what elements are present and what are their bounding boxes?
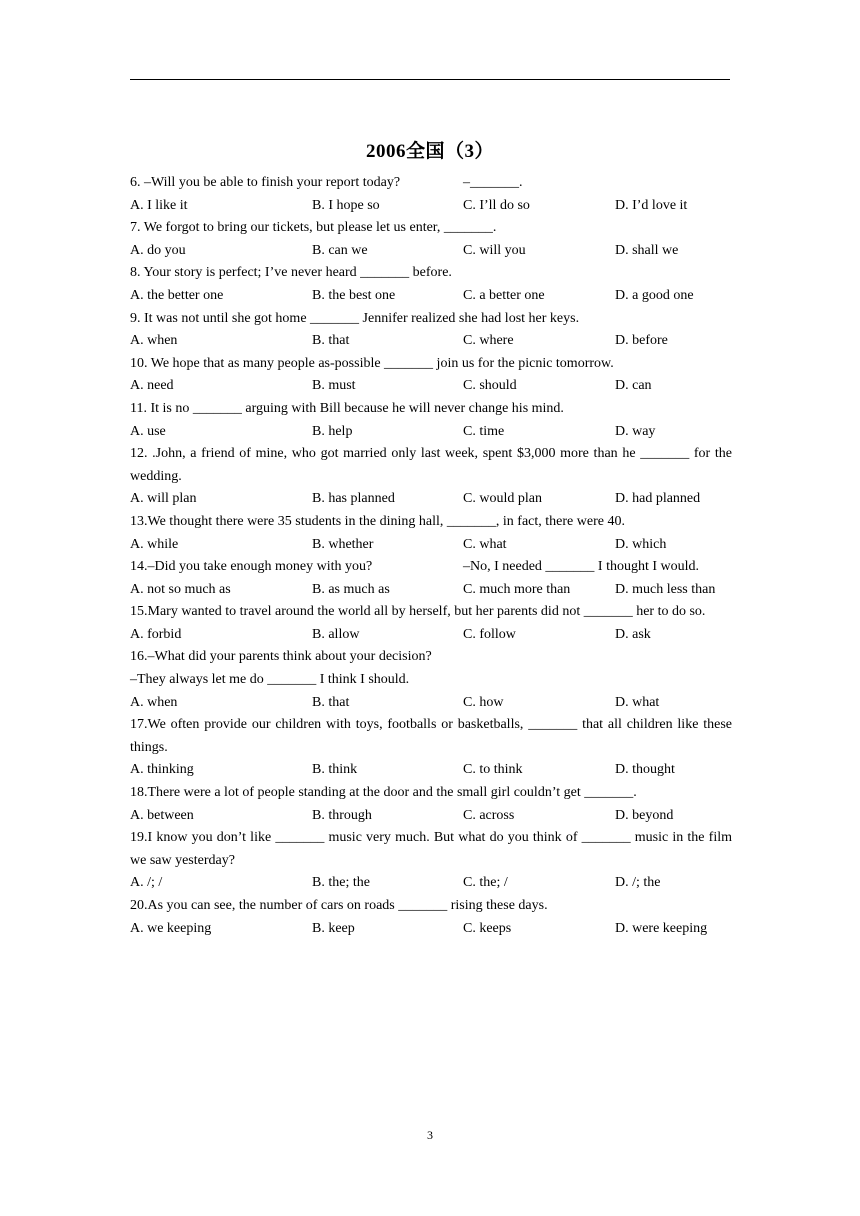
option-b: B. that <box>312 694 350 710</box>
question-text: 14.–Did you take enough money with you? <box>130 559 373 575</box>
option-d: D. had planned <box>615 491 701 507</box>
question-stem: 12. .John, a friend of mine, who got married only last week, spent $3,000 more than he _______ for the wedding. <box>130 446 732 484</box>
option-a: A. while <box>130 536 179 552</box>
option-a: A. thinking <box>130 762 194 778</box>
option-a: A. need <box>130 378 174 394</box>
option-c: C. would plan <box>463 491 542 507</box>
option-a: A. do you <box>130 242 186 258</box>
option-a: A. we keeping <box>130 920 212 936</box>
option-row <box>130 240 732 263</box>
option-b: B. I hope so <box>312 197 380 213</box>
option-d: D. ask <box>615 626 651 642</box>
option-row <box>130 285 732 308</box>
option-c: C. where <box>463 333 514 349</box>
option-d: D. were keeping <box>615 920 708 936</box>
question-stem: 11. It is no _______ arguing with Bill because he will never change his mind. <box>130 400 564 416</box>
option-b: B. can we <box>312 242 368 258</box>
question-stem: 10. We hope that as many people as-possible _______ join us for the picnic tomorrow. <box>130 355 614 371</box>
question-stem-continued: –They always let me do _______ I think I should. <box>130 672 410 688</box>
question-reply: –_______. <box>463 175 523 190</box>
question-stem: 8. Your story is perfect; I’ve never heard _______ before. <box>130 265 452 281</box>
question-stem: 15.Mary wanted to travel around the world all by herself, but her parents did not _______ her to do so. <box>130 604 706 620</box>
option-b: B. think <box>312 762 358 778</box>
option-d: D. /; the <box>615 875 661 891</box>
option-d: D. I’d love it <box>615 197 688 213</box>
option-a: A. use <box>130 423 166 439</box>
option-c: C. the; / <box>463 875 508 891</box>
option-b: B. has planned <box>312 491 395 507</box>
option-d: D. shall we <box>615 242 679 258</box>
option-a: A. will plan <box>130 491 197 507</box>
option-c: C. should <box>463 378 517 394</box>
question-stem: 19.I know you don’t like _______ music very much. But what do you think of _______ music in the film we saw yesterday? <box>130 830 732 868</box>
question-stem <box>130 172 732 195</box>
question-stem: 13.We thought there were 35 students in the dining hall, _______, in fact, there were 40. <box>130 513 625 529</box>
option-b: B. that <box>312 333 350 349</box>
option-c: C. keeps <box>463 920 512 936</box>
option-row <box>130 872 732 895</box>
option-d: D. thought <box>615 762 675 778</box>
option-row <box>130 759 732 782</box>
option-a: A. when <box>130 694 178 710</box>
option-b: B. the best one <box>312 287 396 303</box>
question-text: 6. –Will you be able to finish your report today? <box>130 175 401 190</box>
option-a: A. /; / <box>130 875 163 891</box>
option-b: B. help <box>312 423 353 439</box>
option-b: B. must <box>312 378 356 394</box>
option-d: D. much less than <box>615 581 716 597</box>
option-row <box>130 805 732 828</box>
header-rule <box>130 79 730 80</box>
option-d: D. which <box>615 536 667 552</box>
option-b: B. the; the <box>312 875 370 891</box>
option-c: C. how <box>463 694 504 710</box>
option-a: A. I like it <box>130 197 188 213</box>
option-row <box>130 330 732 353</box>
option-c: C. a better one <box>463 287 545 303</box>
question-list <box>130 172 732 940</box>
option-b: B. keep <box>312 920 355 936</box>
option-row <box>130 692 732 715</box>
option-c: C. across <box>463 807 515 823</box>
question-stem: 16.–What did your parents think about your decision? <box>130 649 432 665</box>
option-c: C. to think <box>463 762 523 778</box>
option-a: A. when <box>130 333 178 349</box>
question-stem: 7. We forgot to bring our tickets, but please let us enter, _______. <box>130 220 497 236</box>
question-stem: 17.We often provide our children with toys, footballs or basketballs, _______ that all children like these things. <box>130 717 732 755</box>
question-stem: 20.As you can see, the number of cars on roads _______ rising these days. <box>130 898 548 913</box>
question-stem: 18.There were a lot of people standing at the door and the small girl couldn’t get _______. <box>130 785 637 801</box>
option-b: B. whether <box>312 536 374 552</box>
option-b: B. allow <box>312 626 360 642</box>
option-row <box>130 918 732 941</box>
option-d: D. way <box>615 423 656 439</box>
option-a: A. forbid <box>130 626 182 642</box>
option-row <box>130 375 732 398</box>
question-reply: –No, I needed _______ I thought I would. <box>463 559 700 575</box>
page-title: 2006全国（3） <box>365 141 494 162</box>
option-b: B. through <box>312 807 372 823</box>
option-d: D. before <box>615 333 668 349</box>
option-row <box>130 624 732 647</box>
option-row <box>130 421 732 444</box>
option-c: C. follow <box>463 626 516 642</box>
option-d: D. beyond <box>615 807 674 823</box>
option-c: C. time <box>463 423 505 439</box>
option-a: A. not so much as <box>130 581 231 597</box>
option-c: C. much more than <box>463 581 571 597</box>
option-d: D. can <box>615 378 652 394</box>
option-c: C. will you <box>463 242 526 258</box>
question-stem <box>130 556 732 579</box>
question-stem: 9. It was not until she got home _______ Jennifer realized she had lost her keys. <box>130 310 580 326</box>
option-b: B. as much as <box>312 581 390 597</box>
option-row <box>130 534 732 557</box>
option-a: A. between <box>130 807 194 823</box>
option-row <box>130 195 732 218</box>
option-c: C. what <box>463 536 507 552</box>
option-a: A. the better one <box>130 287 224 303</box>
page-number: 3 <box>427 1128 433 1142</box>
option-c: C. I’ll do so <box>463 197 530 213</box>
option-d: D. a good one <box>615 287 694 303</box>
option-row <box>130 488 732 511</box>
option-d: D. what <box>615 694 660 710</box>
option-row <box>130 579 732 602</box>
